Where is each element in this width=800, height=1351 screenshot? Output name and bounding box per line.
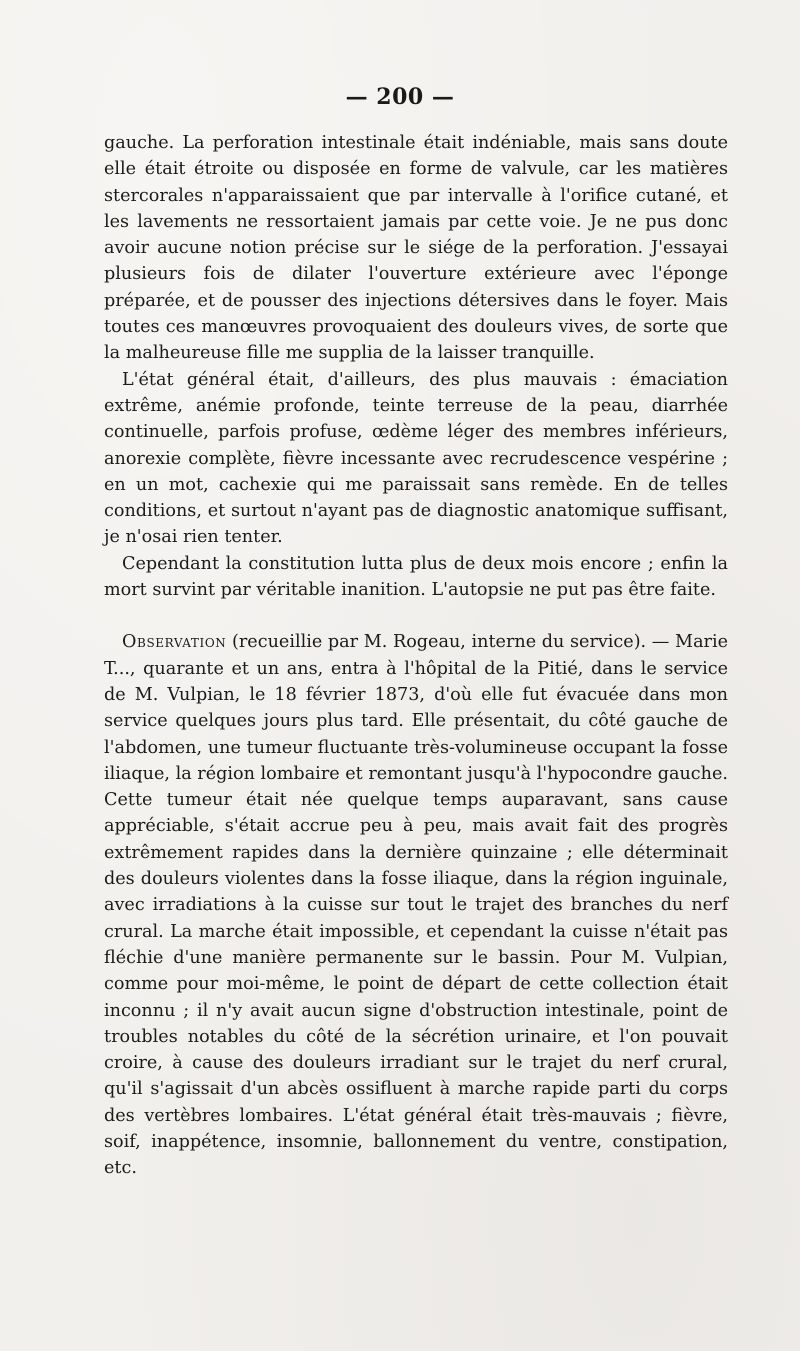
paragraph-general-state: L'état général était, d'ailleurs, des plus mauvais : émaciation extrême, anémie profonde, teinte terreuse de la peau, diarrhée continuelle, parfois profuse, œdème léger des membres inférieurs, anorexie complète, fièvre incessante avec recrudescence vespérine ; en un mot, cachexie qui me paraissait sans remède. En de telles conditions, et surtout n'ayant pas de diagnostic anatomique suffisant, je n'osai rien tenter. [104,369,728,548]
paragraph-death: Cependant la constitution lutta plus de deux mois encore ; enfin la mort survint par véritable inanition. L'autopsie ne put pas être faite. [104,553,728,601]
page-number: — 200 — [345,84,455,110]
observation-text: (recueillie par M. Rogeau, interne du service). — Marie T..., quarante et un ans, entra à l'hôpital de la Pitié, dans le service de M. Vulpian, le 18 février 1873, d'où elle fut évacuée dans mon service quelques jours plus tard. Elle présentait, du côté gauche de l'abdomen, une tumeur fluctuante très-volumineuse occupant la fosse iliaque, la région lombaire et remontant jusqu'à l'hypocondre gauche. Cette tumeur était née quelque temps auparavant, sans cause appréciable, s'était accrue peu à peu, mais avait fait des progrès extrêmement rapides dans la dernière quinzaine ; elle déterminait des douleurs violentes dans la fosse iliaque, dans la région inguinale, avec irradiations à la cuisse sur tout le trajet des branches du nerf crural. La marche était impossible, et cependant la cuisse n'était pas fléchie d'une manière permanente sur le bassin. Pour M. Vulpian, comme pour moi-même, le point de départ de cette collection était inconnu ; il n'y avait aucun signe d'obstruction intestinale, point de troubles notables du côté de la sécrétion urinaire, et l'on pouvait croire, à cause des douleurs irradiant sur le trajet du nerf crural, qu'il s'agissait d'un abcès ossifluent à marche rapide parti du corps des vertèbres lombaires. L'état général était très-mauvais ; fièvre, soif, inappétence, insomnie, ballonnement du ventre, constipation, etc. [104,632,729,1179]
section-gap [104,603,728,629]
observation-paragraph [104,629,728,1181]
observation-heading: Observation [122,632,227,653]
paragraph-continuation: gauche. La perforation intestinale était indéniable, mais sans doute elle était étroite ou disposée en forme de valvule, car les matières stercorales n'apparaissaient que par intervalle à l'orifice cutané, et les lavements ne ressortaient jamais par cette voie. Je ne pus donc avoir aucune notion précise sur le siége de la perforation. J'essayai plusieurs fois de dilater l'ouverture extérieure avec l'éponge préparée, et de pousser des injections détersives dans le foyer. Mais toutes ces manœuvres provoquaient des douleurs vives, de sorte que la malheureuse fille me supplia de la laisser tranquille. [104,133,728,364]
page-body [104,130,728,1182]
